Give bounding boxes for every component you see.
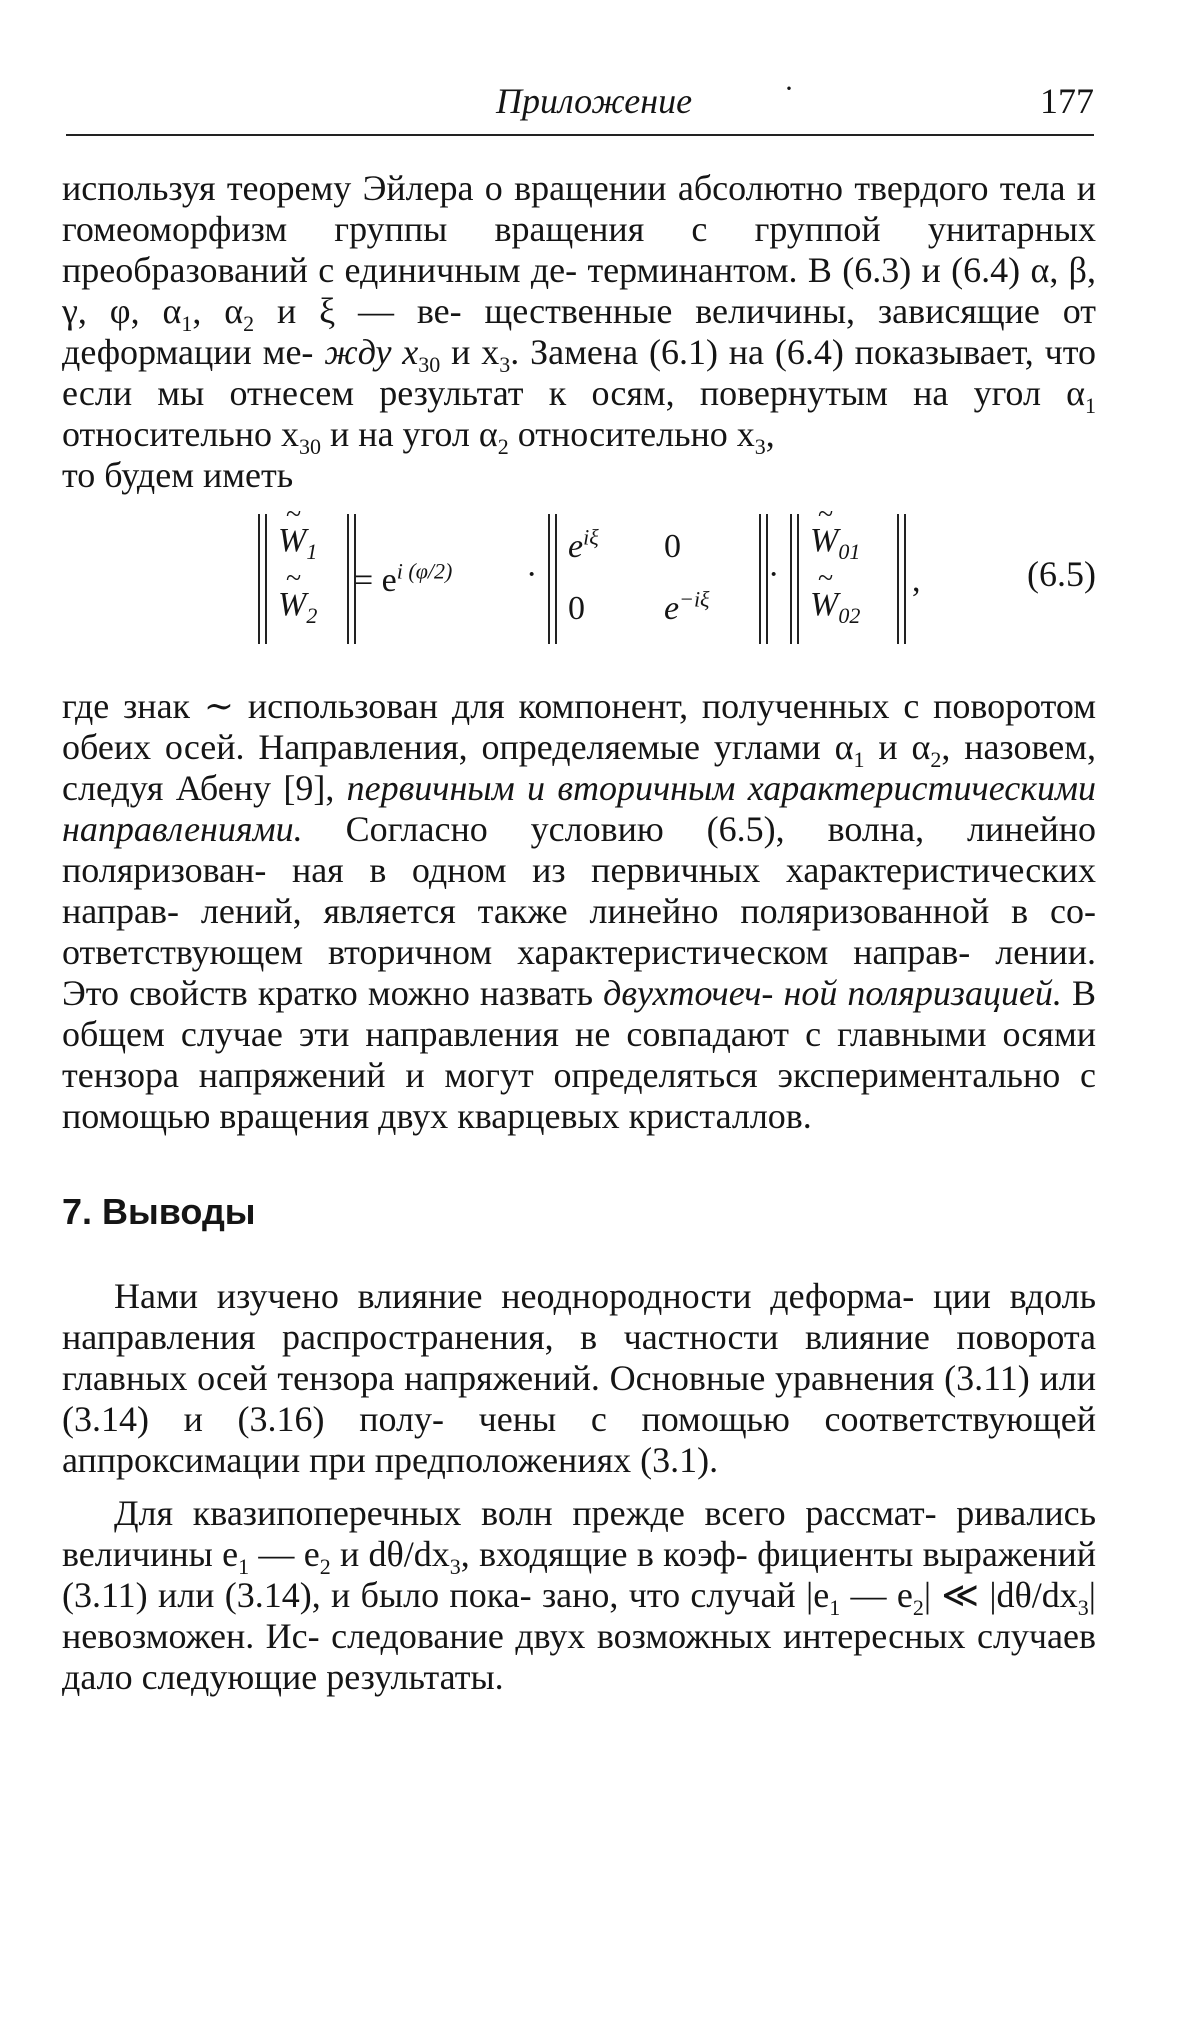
- exponent: i (φ/2): [396, 558, 453, 584]
- text-line: с поворотом обеих осей. Направления, определяемые: [62, 686, 1097, 767]
- text-fragment: относительно x: [62, 414, 300, 454]
- rhs-w02: [810, 584, 861, 628]
- symbol-w: W: [278, 586, 307, 623]
- matrix-m21: 0: [568, 590, 585, 627]
- page-body: [62, 168, 1096, 1698]
- paragraph-characteristic-directions: [62, 686, 1096, 1137]
- subscript: 1: [829, 1595, 841, 1621]
- text-fragment: и α: [864, 727, 931, 767]
- exponent: −iξ: [679, 586, 710, 612]
- text-line: ции вдоль направления распространения, в частности: [62, 1276, 1097, 1357]
- equation-number: (6.5): [1027, 554, 1096, 594]
- text-line: и могут определяться экспериментально с помощью: [62, 1055, 1096, 1136]
- text-line: группой унитарных преобразований с единичным де-: [62, 209, 1096, 290]
- text-line: Нами изучено влияние неоднородности деформа-: [114, 1276, 915, 1316]
- text-line: влияние поворота главных осей тензора напряжений.: [62, 1317, 1097, 1398]
- text-line: не совпадают с главными осями тензора напряжений: [62, 1014, 1097, 1095]
- text-fragment: ривались величины e: [62, 1493, 1097, 1574]
- text-line: вращения двух кварцевых кристаллов.: [219, 1096, 812, 1136]
- text-line: Согласно условию (6.5), волна, линейно поляризован-: [62, 809, 1096, 890]
- text-fragment: углами α: [713, 727, 854, 767]
- phase-factor: [354, 560, 452, 601]
- subscript: 1: [238, 1554, 250, 1580]
- symbol-w: W: [810, 586, 839, 623]
- text-line: лений, является также линейно поляризованной в со-: [200, 891, 1096, 931]
- symbol-e: e: [568, 528, 584, 565]
- rhs-w01: [810, 520, 861, 564]
- text-line: фициенты выражений (3.11) или (3.14), и было пока-: [62, 1534, 1096, 1615]
- subscript: 1: [181, 311, 193, 337]
- text-line: терминантом. В (6.3) и (6.4) α, β, γ, φ, α: [62, 250, 1096, 331]
- paragraph-quasi-transverse: [62, 1493, 1096, 1698]
- equals-e: = e: [354, 562, 397, 599]
- paragraph-euler: [62, 168, 1096, 496]
- text-line: ответствующем вторичном характеристическом направ-: [62, 932, 971, 972]
- subscript: 1: [306, 538, 318, 564]
- text-line: следование двух возможных интересных случаев дало: [62, 1616, 1096, 1697]
- header-dot: ·: [784, 72, 794, 105]
- rhs-vector: [790, 514, 906, 644]
- symbol-w: W: [810, 522, 839, 559]
- italic-term: ной поляризацией.: [783, 973, 1062, 1013]
- rotation-matrix: [548, 514, 768, 644]
- matrix-m11: [568, 526, 599, 567]
- text-line: если мы отнесем результат к осям, повернутым на: [62, 373, 949, 413]
- text-fragment: — e: [249, 1534, 320, 1574]
- lhs-w1: [278, 520, 318, 564]
- subscript: 02: [838, 602, 861, 628]
- text-line: Для квазипоперечных волн прежде всего рассмат-: [114, 1493, 937, 1533]
- text-fragment: — e: [840, 1575, 913, 1615]
- text-line: предположениях (3.1).: [374, 1440, 719, 1480]
- subscript: 3: [449, 1554, 461, 1580]
- lhs-w2: [278, 584, 318, 628]
- equation-comma: ,: [912, 562, 921, 599]
- subscript: 2: [243, 311, 255, 337]
- text-fragment: лении. Это свойств кратко можно назвать: [62, 932, 1096, 1013]
- page-header: [66, 72, 1094, 136]
- matrix-m12: 0: [664, 528, 681, 565]
- text-fragment: зано, что случай |e: [541, 1575, 830, 1615]
- text-fragment: и x: [440, 332, 500, 372]
- text-line: щественные величины, зависящие от деформации ме-: [62, 291, 1097, 372]
- text-line: угол α: [973, 373, 1085, 413]
- equation-6-5: [62, 504, 1096, 676]
- subscript: 1: [1085, 393, 1096, 419]
- text-fragment: | ≪ |dθ/dx: [923, 1575, 1078, 1615]
- subscript: 30: [418, 352, 441, 378]
- dot-operator: ·: [526, 556, 538, 593]
- text-fragment: | невозможен. Ис-: [62, 1575, 1097, 1656]
- text-line: жду x: [324, 332, 419, 372]
- text-line: Основные уравнения (3.11) или (3.14) и (3.16) полу-: [62, 1358, 1096, 1439]
- text-line: то будем иметь: [62, 455, 294, 495]
- text-fragment: относительно x: [508, 414, 755, 454]
- text-line: где знак ∼ использован для компонент, полученных: [62, 686, 890, 726]
- dot-operator: ·: [768, 556, 780, 593]
- page-number: 177: [1040, 81, 1094, 121]
- section-heading: 7. Выводы: [62, 1191, 256, 1232]
- italic-term: и вторичным характеристическими направлениями.: [62, 768, 1096, 849]
- text-fragment: В общем случае эти направления: [62, 973, 1097, 1054]
- text-fragment: . Замена (6.1) на (6.4) показывает, что: [510, 332, 1096, 372]
- running-title: Приложение: [496, 81, 693, 121]
- matrix-m22: [664, 588, 709, 629]
- text-line: используя теорему Эйлера о вращении абсолютно: [62, 168, 844, 208]
- subscript: 1: [853, 747, 865, 773]
- text-fragment: и на угол α: [321, 414, 498, 454]
- text-line: следующие результаты.: [141, 1657, 504, 1697]
- italic-term: двухточеч-: [603, 973, 774, 1013]
- subscript: 3: [499, 352, 511, 378]
- text-fragment: , входящие в коэф-: [460, 1534, 748, 1574]
- text-line: твердого тела и гомеоморфизм группы вращения с: [62, 168, 1096, 249]
- subscript: 30: [299, 434, 322, 460]
- italic-term: первичным: [346, 768, 515, 808]
- subscript: 2: [497, 434, 509, 460]
- text-fragment: , α: [192, 291, 244, 331]
- symbol-w: W: [278, 522, 307, 559]
- symbol-e: e: [664, 590, 680, 627]
- text-fragment: и ξ — ве-: [254, 291, 462, 331]
- subscript: 2: [306, 602, 318, 628]
- text-fragment: и dθ/dx: [330, 1534, 450, 1574]
- text-fragment: , назовем, следуя Абену [9],: [62, 727, 1096, 808]
- subscript: 3: [1077, 1595, 1089, 1621]
- subscript: 01: [838, 538, 861, 564]
- exponent: iξ: [583, 524, 599, 550]
- subscript: 3: [754, 434, 766, 460]
- paragraph-conclusions: [62, 1276, 1096, 1481]
- subscript: 2: [930, 747, 942, 773]
- text-line: ная в одном из первичных характеристических направ-: [62, 850, 1096, 931]
- lhs-vector: [258, 514, 356, 644]
- text-line: чены с помощью соответствующей аппроксимации при: [62, 1399, 1097, 1480]
- subscript: 2: [319, 1554, 331, 1580]
- text-fragment: ,: [765, 414, 775, 454]
- subscript: 2: [912, 1595, 924, 1621]
